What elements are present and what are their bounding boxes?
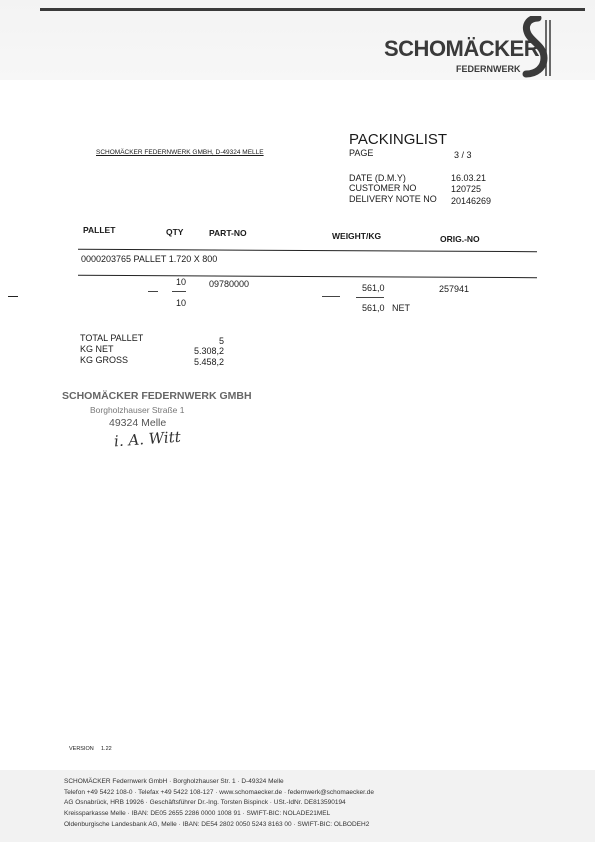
column-header-qty: QTY [166,227,184,237]
company-logo-name: SCHOMÄCKER [384,36,540,61]
stamp-street: Borgholzhauser Straße 1 [90,405,185,415]
footer-line-bank1: Kreissparkasse Melle · IBAN: DE05 2655 2286 0000 1008 91 · SWIFT-BIC: NOLADE21MEL [64,810,331,817]
subtotal-weight: 561,0 [362,303,385,313]
pallet-line: 0000203765 PALLET 1.720 X 800 [81,254,218,264]
kg-net-label: KG NET [80,344,114,354]
weight-underline-dash [356,297,384,298]
item-part-no: 09780000 [209,279,250,289]
top-scan-edge [40,8,585,11]
header-separator-line [78,249,537,252]
date-label: DATE (D.M.Y) [349,173,406,183]
delivery-note-label: DELIVERY NOTE NO [349,194,437,204]
total-pallet-label: TOTAL PALLET [80,333,144,343]
kg-gross-value: 5.458,2 [194,357,225,367]
footer-line-bank2: Oldenburgische Landesbank AG, Melle · IBAN: DE54 2802 0050 5243 8163 00 · SWIFT-BIC: OLBODEH2 [64,821,370,828]
customer-no-label: CUSTOMER NO [349,183,417,193]
total-pallet-value: 5 [219,336,225,346]
column-header-pallet: PALLET [83,225,116,235]
stamp-city: 49324 Melle [109,417,167,429]
kg-net-value: 5.308,2 [194,346,225,356]
item-orig-no: 257941 [439,284,470,294]
stamp-company: SCHOMÄCKER FEDERNWERK GMBH [62,390,252,402]
punch-mark [8,296,18,297]
qty-underline-dash [172,291,186,292]
footer-line-register: AG Osnabrück, HRB 19926 · Geschäftsführer Dr.-Ing. Torsten Bispinck · USt.-IdNr. DE813590194 [64,799,346,806]
customer-no-value: 120725 [451,184,482,194]
subtotal-qty: 10 [176,298,187,308]
column-header-orig-no: ORIG.-NO [440,234,480,244]
qty-underline-dash [148,291,158,292]
kg-gross-label: KG GROSS [80,355,129,365]
page-label: PAGE [349,148,374,158]
document-title: PACKINGLIST [349,131,448,148]
subtotal-unit: NET [392,303,410,313]
version-value: 1.22 [101,746,112,752]
item-qty: 10 [176,277,187,287]
weight-underline-dash [322,296,340,297]
column-header-weight: WEIGHT/KG [332,231,382,241]
company-logo-s-icon [518,16,554,78]
footer-line-contact: Telefon +49 5422 108-0 · Telefax +49 5422 108-127 · www.schomaecker.de · federnwerk@schomaecker.de [64,789,374,796]
page-value: 3 / 3 [454,150,472,160]
sender-address-line: SCHOMÄCKER FEDERNWERK GMBH, D-49324 MELLE [96,149,264,156]
item-weight: 561,0 [362,283,385,293]
version-label: VERSION [69,746,94,752]
column-header-part-no: PART-NO [209,228,247,238]
handwritten-signature: i. A. Witt [113,427,182,451]
date-value: 16.03.21 [451,173,487,183]
pallet-separator-line [78,275,537,278]
delivery-note-value: 20146269 [451,196,492,206]
footer-line-address: SCHOMÄCKER Federnwerk GmbH · Borgholzhauser Str. 1 · D-49324 Melle [64,778,284,785]
company-logo-subname: FEDERNWERK [456,64,521,74]
